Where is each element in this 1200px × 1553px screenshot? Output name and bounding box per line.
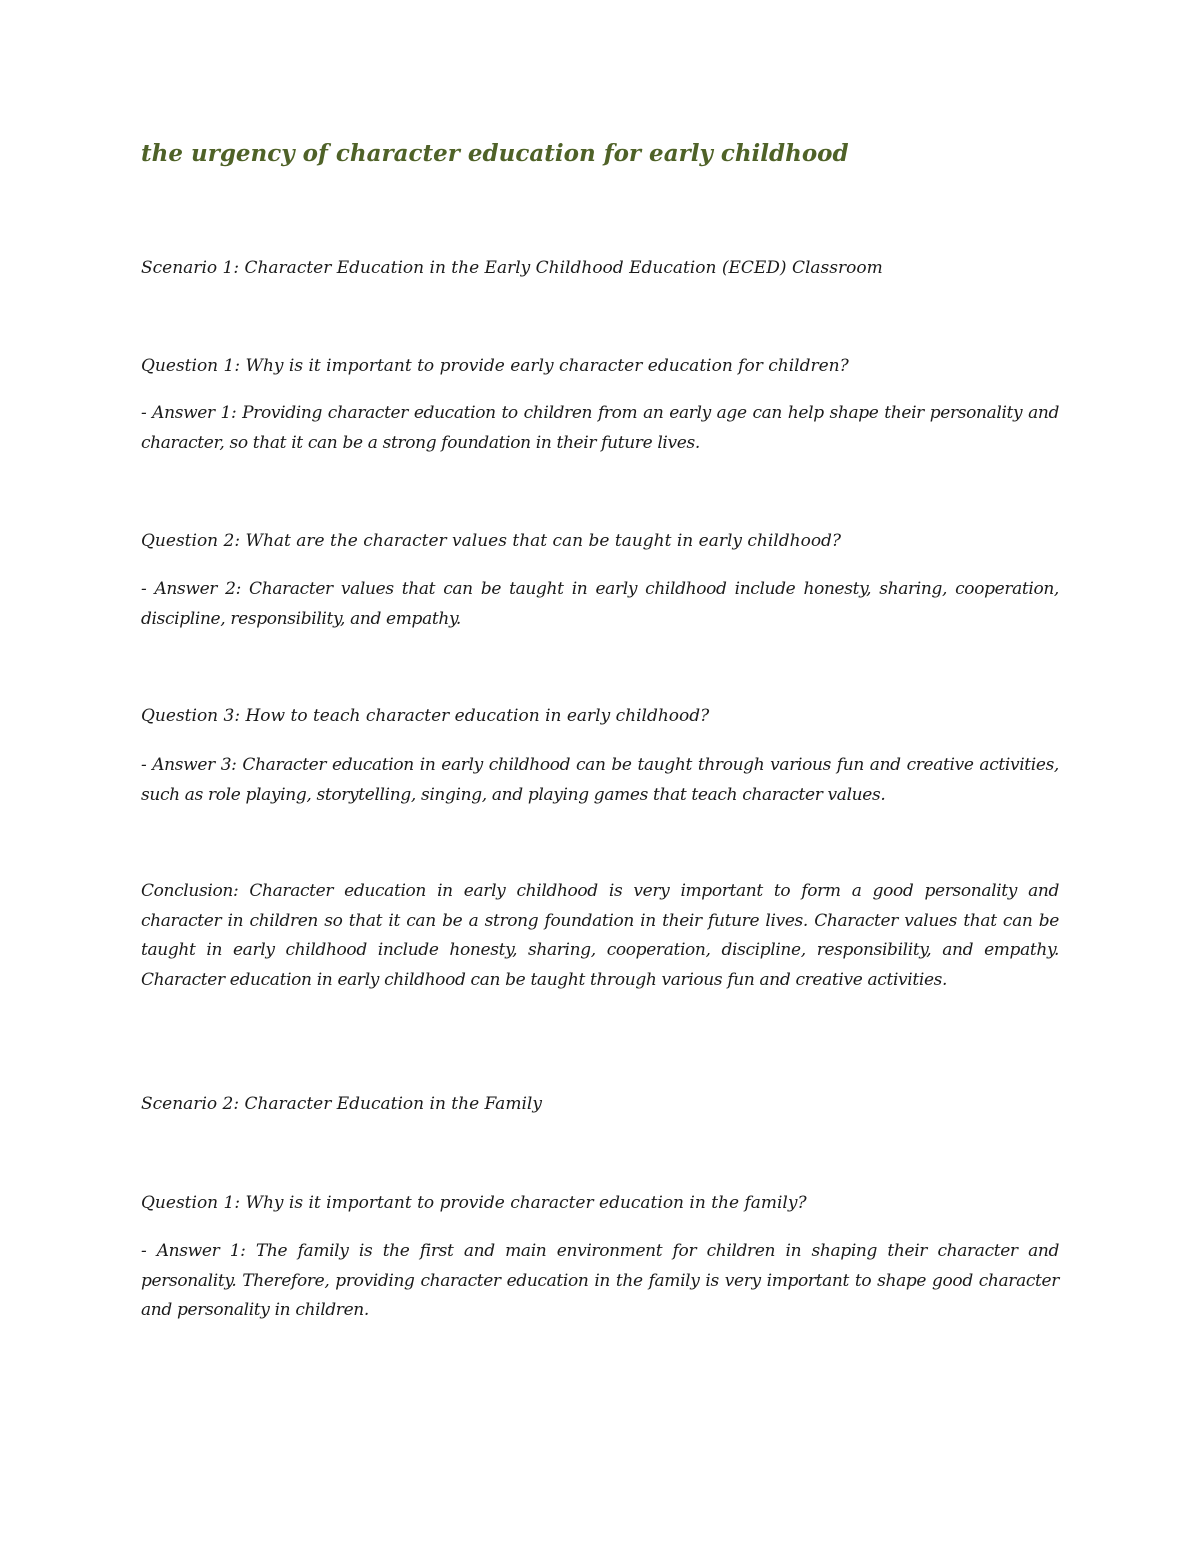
- document-title: the urgency of character education for early childhood: [141, 140, 849, 167]
- scenario-2-heading: Scenario 2: Character Education in the Family: [141, 1094, 542, 1114]
- scenario-1-question-2: Question 2: What are the character values that can be taught in early childhood?: [141, 531, 842, 551]
- scenario-1-question-3: Question 3: How to teach character education in early childhood?: [141, 706, 710, 726]
- scenario-1-answer-3: - Answer 3: Character education in early childhood can be taught through various fun and creative activities, such as role playing, storytelling, singing, and playing games that teach character values.: [141, 755, 1059, 805]
- scenario-1-answer-1: - Answer 1: Providing character education to children from an early age can help shape their personality and character, so that it can be a strong foundation in their future lives.: [141, 403, 1059, 453]
- scenario-1-conclusion: Conclusion: Character education in early childhood is very important to form a good personality and character in children so that it can be a strong foundation in their future lives. Character values that can be taught in early childhood include honesty, sharing, cooperation, discipline, responsibility, and empathy. Character education in early childhood can be taught through various fun and creative activities.: [141, 881, 1059, 990]
- scenario-2-answer-1: - Answer 1: The family is the first and main environment for children in shaping their character and personality. Therefore, providing character education in the family is very important to shape good character and personality in children.: [141, 1241, 1059, 1320]
- scenario-1-heading: Scenario 1: Character Education in the Early Childhood Education (ECED) Classroom: [141, 258, 883, 278]
- scenario-1-answer-2: - Answer 2: Character values that can be taught in early childhood include honesty, sharing, cooperation, discipline, responsibility, and empathy.: [141, 579, 1059, 629]
- scenario-1-question-1: Question 1: Why is it important to provide early character education for children?: [141, 356, 849, 376]
- scenario-2-question-1: Question 1: Why is it important to provide character education in the family?: [141, 1193, 807, 1213]
